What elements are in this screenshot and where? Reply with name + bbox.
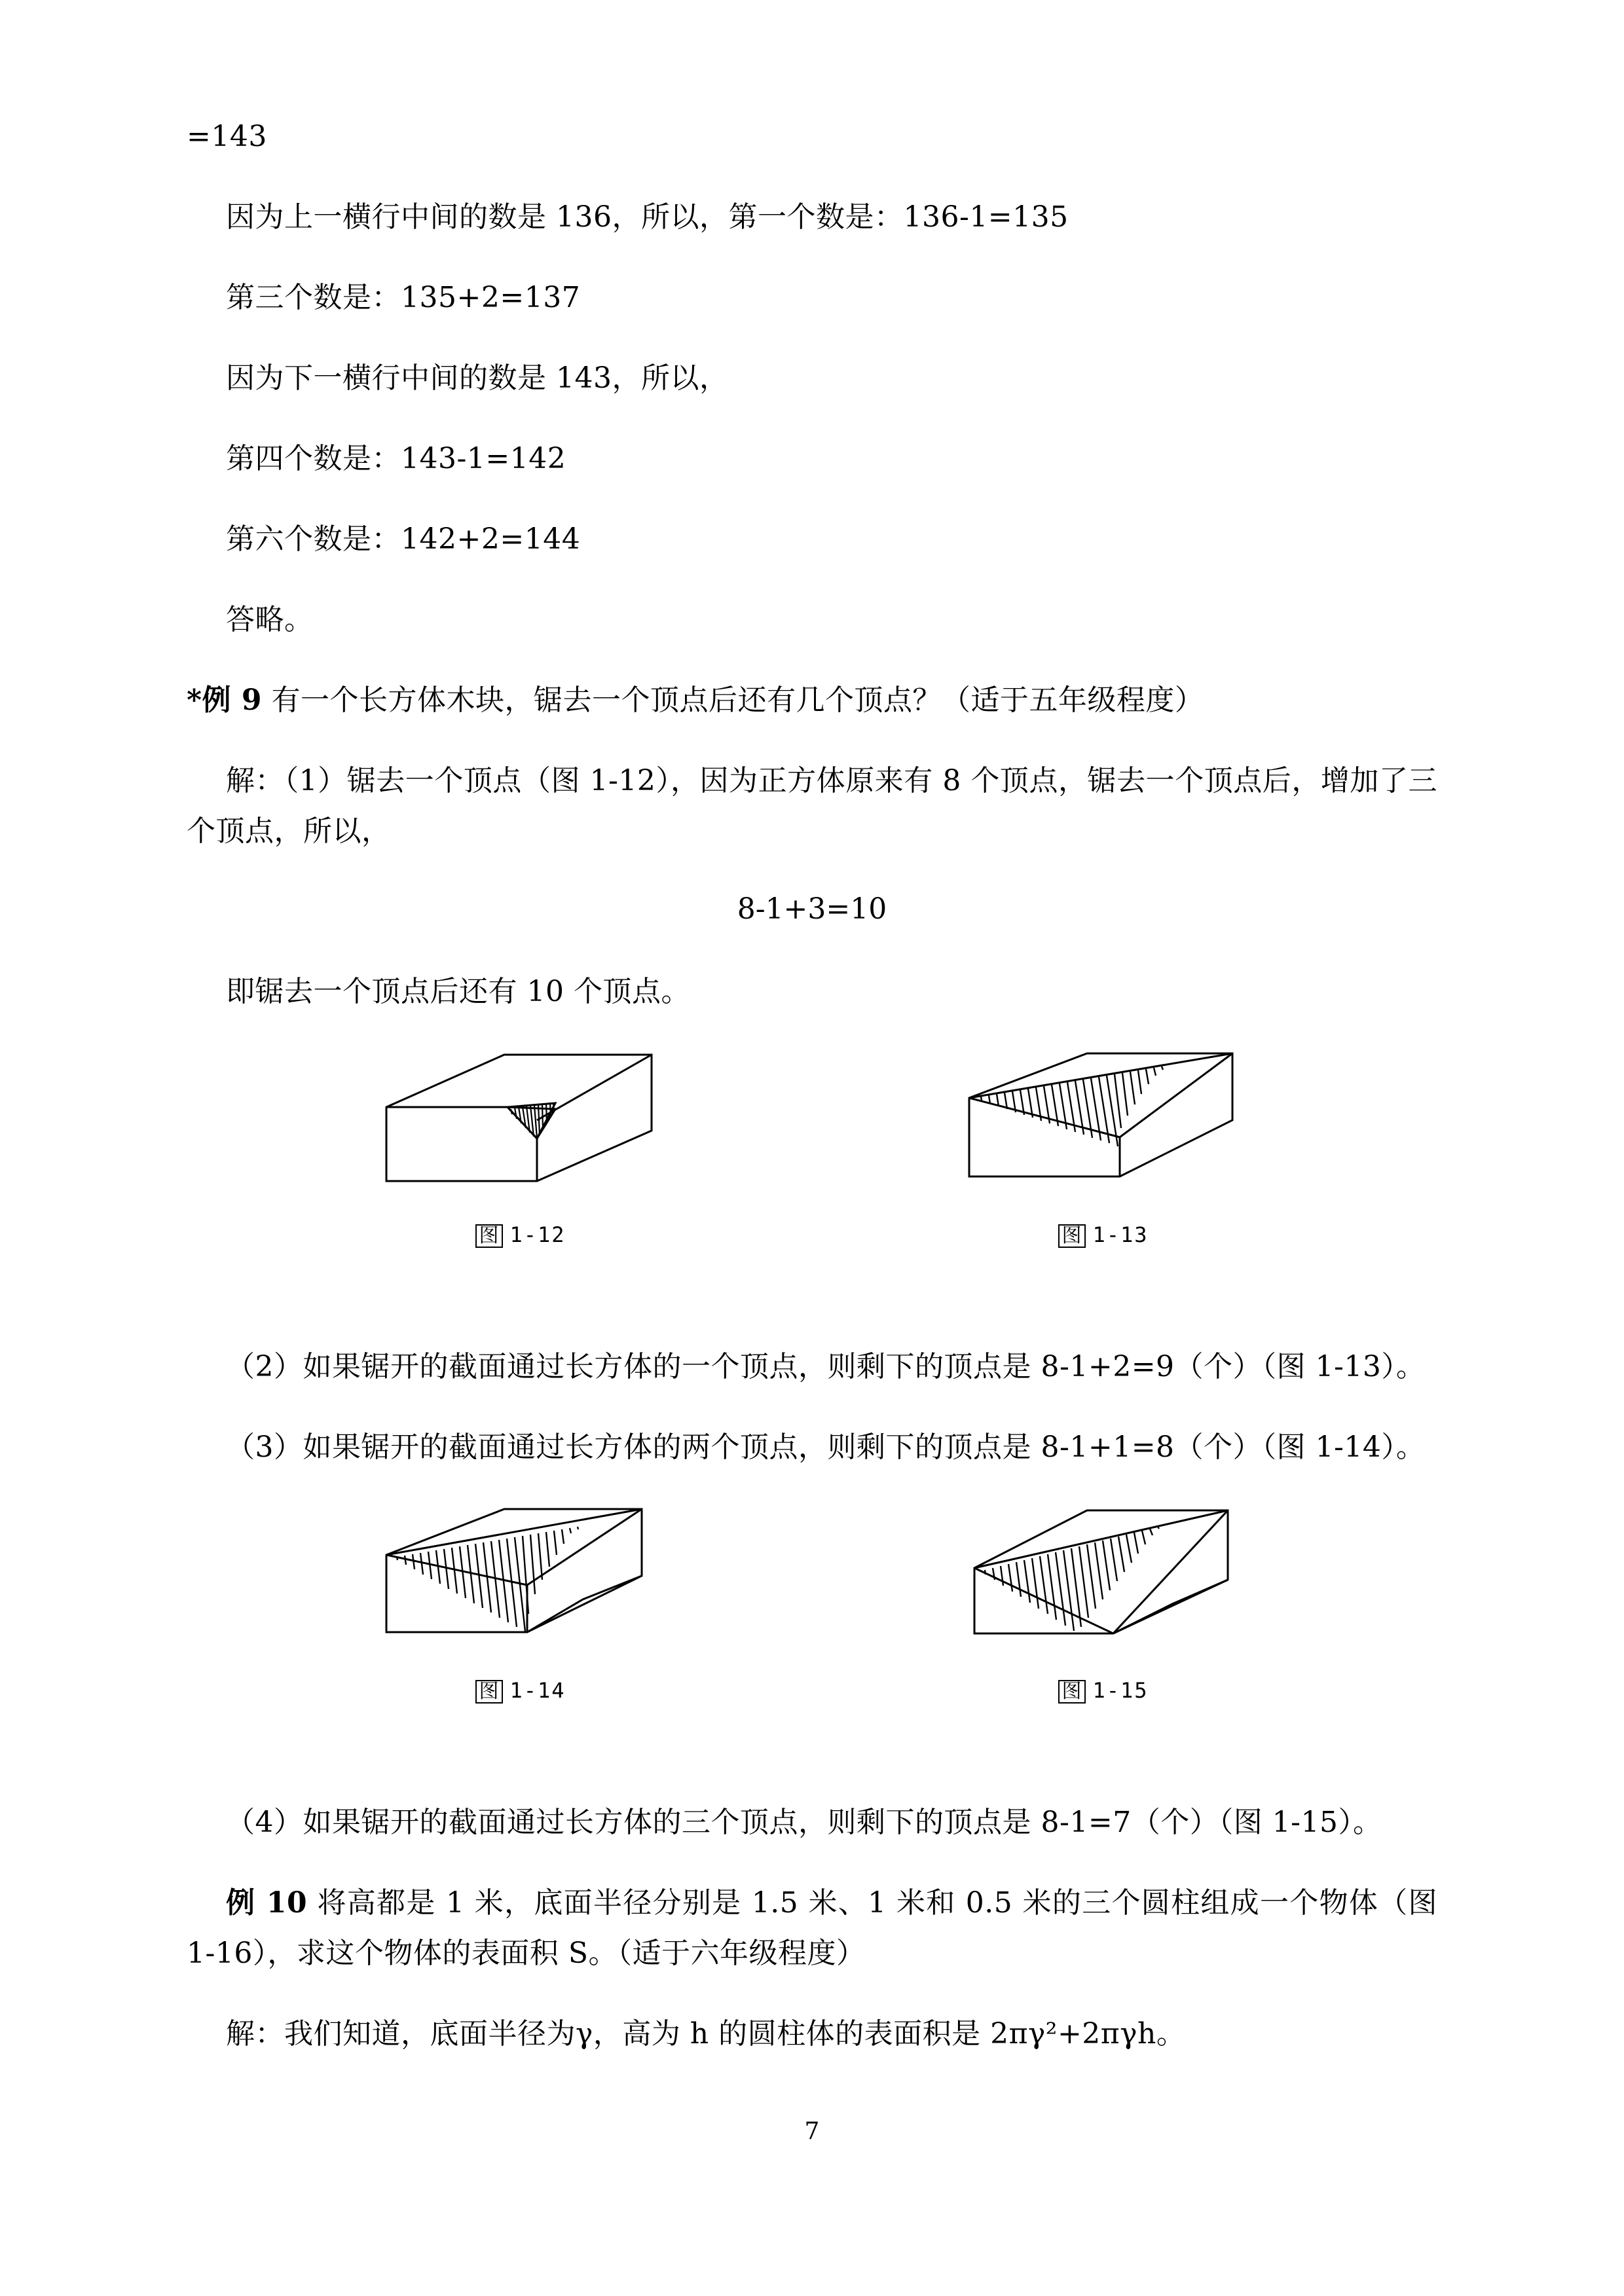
figure-1-13: [855, 1047, 1352, 1248]
page-content: [187, 111, 1437, 2089]
figure-row-top: [187, 1047, 1437, 1322]
example-9-marker: *例 9: [187, 683, 262, 717]
figure-1-12: [272, 1047, 769, 1248]
figure-label-tu: 图: [475, 1680, 503, 1704]
paragraph-1: 因为上一横行中间的数是 136，所以，第一个数是：136-1=135: [226, 200, 1069, 234]
paragraph-2: 第三个数是：135+2=137: [226, 281, 581, 314]
list-item-4: （4）如果锯开的截面通过长方体的三个顶点，则剩下的顶点是 8-1=7（个）（图 1-15）。: [226, 1806, 1382, 1840]
figure-row-bottom: [187, 1503, 1437, 1777]
figure-1-13-drawing: [963, 1047, 1244, 1211]
figure-1-15-drawing: [963, 1503, 1244, 1666]
list-item-2: （2）如果锯开的截面通过长方体的一个顶点，则剩下的顶点是 8-1+2=9（个）（图 1-13）。: [226, 1350, 1426, 1384]
figure-1-14-caption: [272, 1678, 769, 1704]
paragraph-3: 因为下一横行中间的数是 143，所以，: [226, 361, 729, 395]
figure-1-15: [855, 1503, 1352, 1704]
solution-9-conclusion: 即锯去一个顶点后还有 10 个顶点。: [226, 975, 690, 1009]
equation-8-1-plus-3: 8-1+3=10: [737, 892, 887, 926]
figure-1-14-drawing: [380, 1503, 661, 1666]
figure-label-tu: 图: [1058, 1680, 1086, 1704]
example-9-heading: [187, 675, 1437, 725]
example-10-heading: [187, 1878, 1437, 1978]
figure-1-14: [272, 1503, 769, 1704]
equation-143: =143: [187, 120, 267, 153]
paragraph-answer-omitted: 答略。: [226, 603, 314, 636]
example-9-text: 有一个长方体木块，锯去一个顶点后还有几个顶点？（适于五年级程度）: [261, 683, 1204, 717]
figure-number: 1-13: [1092, 1222, 1149, 1248]
example-10-marker: 例 10: [226, 1886, 308, 1920]
paragraph-5: 第六个数是：142+2=144: [226, 522, 581, 556]
figure-1-13-caption: [855, 1222, 1352, 1248]
figure-label-tu: 图: [475, 1224, 503, 1248]
page-number: 7: [804, 2118, 820, 2145]
figure-1-15-caption: [855, 1678, 1352, 1704]
figure-1-12-drawing: [380, 1047, 661, 1211]
figure-number: 1-14: [509, 1678, 566, 1704]
figure-number: 1-12: [509, 1222, 566, 1248]
figure-number: 1-15: [1092, 1678, 1149, 1704]
figure-1-12-caption: [272, 1222, 769, 1248]
solution-10: 解：我们知道，底面半径为γ，高为 h 的圆柱体的表面积是 2πγ²+2πγh。: [226, 2017, 1186, 2051]
list-item-3: （3）如果锯开的截面通过长方体的两个顶点，则剩下的顶点是 8-1+1=8（个）（图 1-14）。: [226, 1430, 1426, 1465]
paragraph-4: 第四个数是：143-1=142: [226, 442, 566, 475]
solution-9-part1: 解：（1）锯去一个顶点（图 1-12），因为正方体原来有 8 个顶点，锯去一个顶点后，增加了三个顶点，所以，: [187, 764, 1437, 848]
figure-label-tu: 图: [1058, 1224, 1086, 1248]
example-10-text: 将高都是 1 米，底面半径分别是 1.5 米、1 米和 0.5 米的三个圆柱组成一个物体（图 1-16），求这个物体的表面积 S。（适于六年级程度）: [187, 1886, 1437, 1971]
